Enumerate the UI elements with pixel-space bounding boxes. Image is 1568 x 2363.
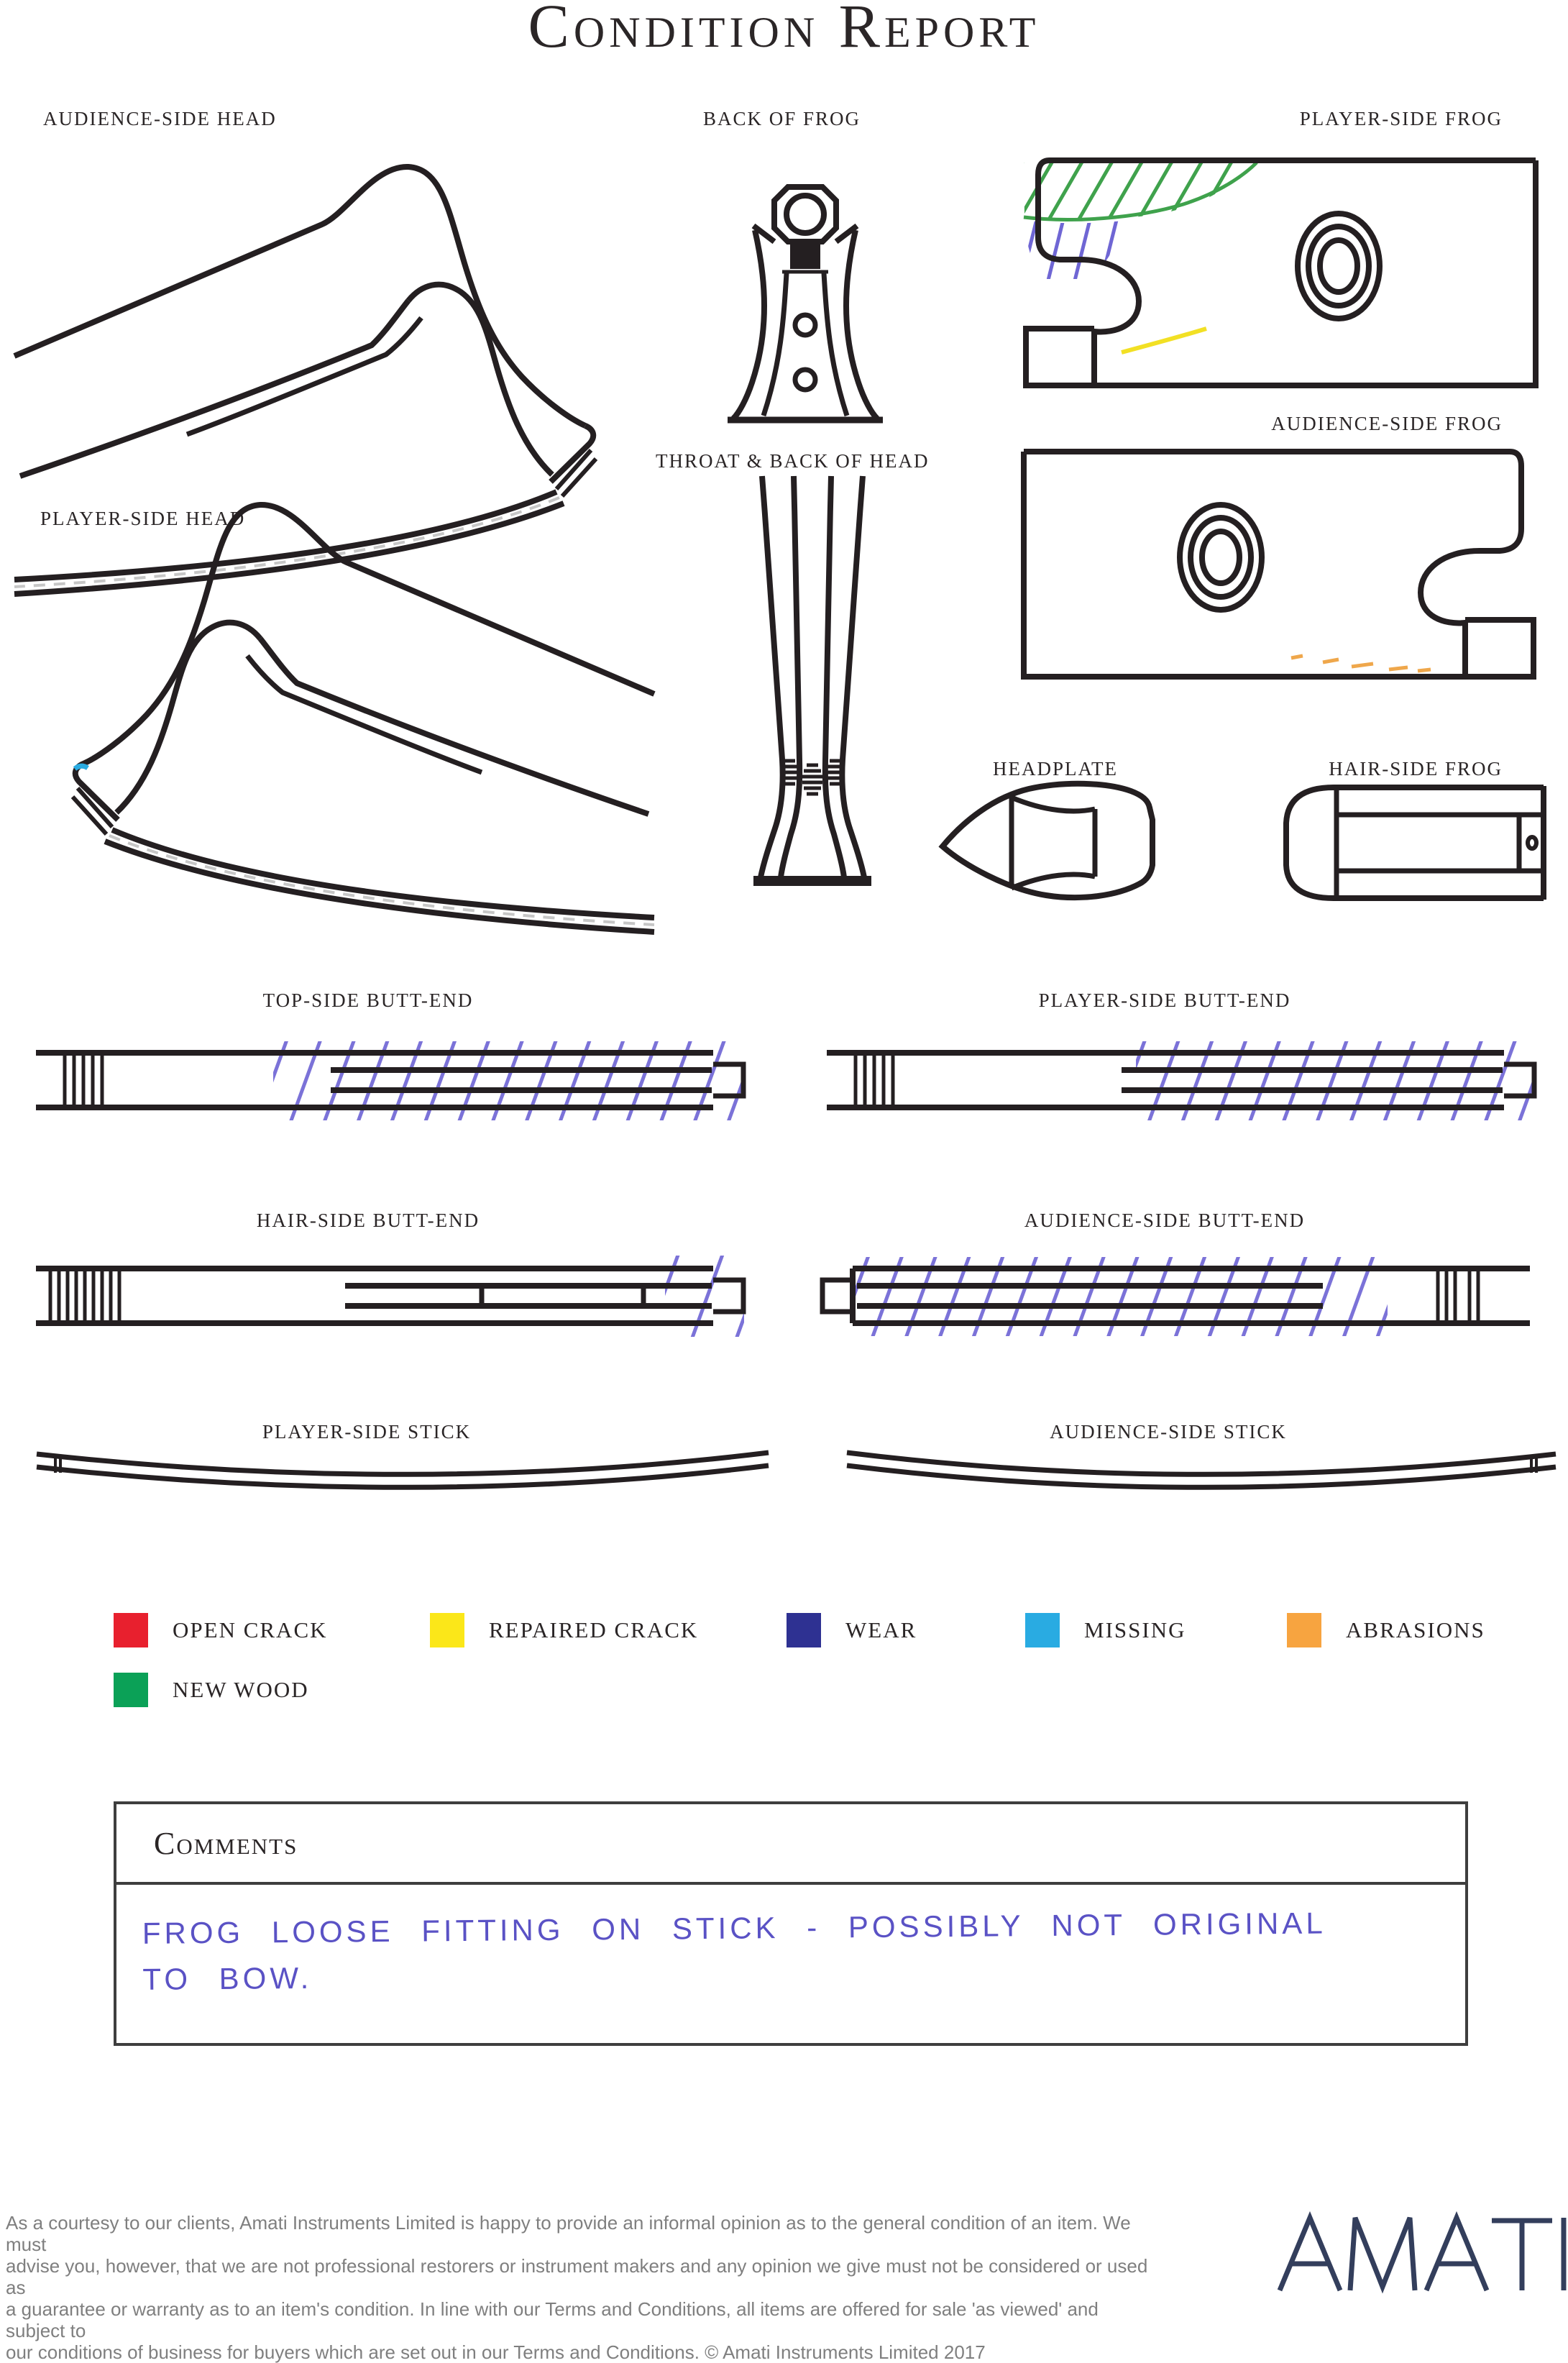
comments-line-1: FROG LOOSE FITTING ON STICK - POSSIBLY NOT ORIGINAL <box>142 1906 1326 1950</box>
label-back-of-frog: BACK OF FROG <box>703 108 861 129</box>
missing-chip-mark <box>75 766 88 769</box>
audience-side-frog-figure <box>1014 442 1546 687</box>
legend-label: MISSING <box>1084 1617 1186 1642</box>
abrasion-dashes <box>1291 656 1431 671</box>
abrasions-swatch <box>1287 1613 1321 1647</box>
amati-logo <box>1276 2213 1568 2298</box>
legend-label: REPAIRED CRACK <box>489 1617 699 1642</box>
label-top-side-butt-end: TOP-SIDE BUTT-END <box>262 989 474 1011</box>
repaired-crack-line <box>1122 329 1206 352</box>
wear-swatch <box>787 1613 821 1647</box>
new-wood-hatch <box>1024 163 1255 220</box>
repaired-crack-swatch <box>430 1613 464 1647</box>
hair-side-butt-end-figure <box>36 1251 748 1341</box>
audience-side-head-figure <box>14 137 647 489</box>
label-audience-side-stick: AUDIENCE-SIDE STICK <box>1050 1421 1287 1443</box>
legend-label: OPEN CRACK <box>173 1617 328 1642</box>
legend-item-open-crack <box>114 1613 328 1647</box>
player-side-butt-end-figure <box>827 1036 1539 1125</box>
footer-disclaimer <box>6 2212 1156 2363</box>
label-hair-side-frog: HAIR-SIDE FROG <box>1329 758 1503 780</box>
legend-label: WEAR <box>845 1617 917 1642</box>
legend-item-wear <box>787 1613 917 1647</box>
label-audience-side-head: AUDIENCE-SIDE HEAD <box>43 108 277 129</box>
new-wood-swatch <box>114 1673 148 1707</box>
legend-label: ABRASIONS <box>1346 1617 1485 1642</box>
comments-box <box>114 1801 1468 2046</box>
legend-item-abrasions <box>1287 1613 1485 1647</box>
label-player-side-frog: PLAYER-SIDE FROG <box>1299 108 1503 129</box>
comments-line-2: TO BOW. <box>142 1960 313 1996</box>
legend-item-new-wood <box>114 1673 309 1707</box>
open-crack-swatch <box>114 1613 148 1647</box>
headplate-figure <box>938 780 1172 906</box>
footer-line-4: our conditions of business for buyers which are set out in our Terms and Conditions. © Amati Instruments Limited 2017 <box>6 2341 986 2363</box>
comments-title: Comments <box>154 1825 298 1861</box>
legend-item-repaired-crack <box>430 1613 698 1647</box>
missing-swatch <box>1025 1613 1060 1647</box>
label-player-side-butt-end: PLAYER-SIDE BUTT-END <box>1038 989 1291 1011</box>
back-of-frog-figure <box>719 173 891 431</box>
player-side-stick-figure <box>32 1440 773 1497</box>
legend-item-missing <box>1025 1613 1186 1647</box>
footer-line-1: As a courtesy to our clients, Amati Instruments Limited is happy to provide an informal opinion as to the general condition of an item. We must <box>6 2212 1131 2255</box>
throat-back-of-head-figure <box>741 475 884 899</box>
footer-line-2: advise you, however, that we are not professional restorers or instrument makers and any opinion we give must not be considered or used as <box>6 2255 1148 2298</box>
label-hair-side-butt-end: HAIR-SIDE BUTT-END <box>256 1210 480 1231</box>
player-side-head-figure <box>22 518 654 877</box>
top-side-butt-end-figure <box>36 1036 748 1125</box>
label-player-side-head: PLAYER-SIDE HEAD <box>40 508 246 529</box>
legend-label: NEW WOOD <box>173 1677 309 1702</box>
footer-line-3: a guarantee or warranty as to an item's condition. In line with our Terms and Conditions, all items are offered for sale 'as viewed' and subject to <box>6 2298 1099 2341</box>
hair-side-frog-figure <box>1276 780 1546 906</box>
comments-handwriting <box>116 1879 1465 2003</box>
page-title: Condition Report <box>528 0 1040 60</box>
player-side-frog-figure <box>1014 151 1546 396</box>
comments-header <box>116 1804 1465 1885</box>
label-player-side-stick: PLAYER-SIDE STICK <box>262 1421 472 1443</box>
audience-side-butt-end-figure <box>820 1251 1531 1341</box>
audience-side-stick-figure <box>843 1440 1560 1497</box>
label-audience-side-butt-end: AUDIENCE-SIDE BUTT-END <box>1024 1210 1306 1231</box>
label-audience-side-frog: AUDIENCE-SIDE FROG <box>1271 413 1503 434</box>
label-headplate: HEADPLATE <box>993 758 1118 780</box>
label-throat-back-of-head: THROAT & BACK OF HEAD <box>656 450 930 472</box>
